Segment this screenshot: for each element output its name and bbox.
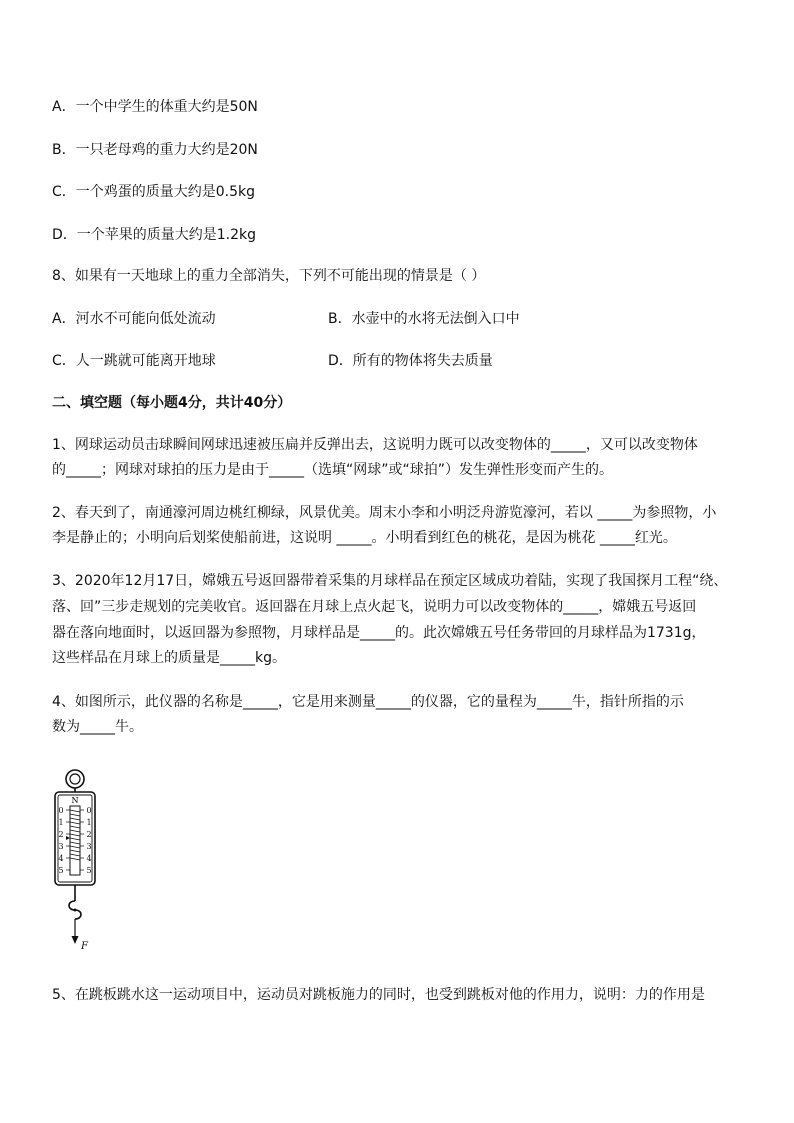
scale-tick-right-4: 4 — [86, 854, 92, 863]
q8-option-c: C．人一跳就可能离开地球 — [52, 353, 216, 369]
fill-q5-line1: 5、在跳板跳水这一运动项目中，运动员对跳板施力的同时，也受到跳板对他的作用力，说明：力的作用是 — [52, 987, 705, 1003]
pointer-icon — [66, 836, 70, 840]
fill-q1-line2: 的_____；网球对球拍的压力是由于_____（选填“网球”或“球拍”）发生弹性形变而产生的。 — [52, 462, 614, 478]
scale-tick-right-5: 5 — [86, 866, 92, 875]
fill-q3-line3: 器在落向地面时，以返回器为参照物，月球样品是_____的。此次嫦娥五号任务带回的月球样品为1731g， — [52, 625, 706, 641]
fill-q3-line2: 落、回”三步走规划的完美收官。返回器在月球上点火起飞，说明力可以改变物体的_____，嫦娥五号返回 — [52, 599, 697, 615]
force-arrow-icon — [72, 936, 79, 944]
fill-q2-line2: 李是静止的；小明向后划桨使船前进，这说明 _____。小明看到红色的桃花，是因为桃花 _____红光。 — [52, 530, 677, 546]
q8-option-a: A．河水不可能向低处流动 — [52, 311, 216, 327]
q7-option-a: A．一个中学生的体重大约是50N — [52, 99, 258, 115]
scale-tick-right-1: 1 — [86, 818, 92, 827]
scale-tick-left-3: 3 — [58, 842, 64, 851]
spring-scale-figure — [52, 768, 102, 954]
scale-tick-left-5: 5 — [58, 866, 64, 875]
section-heading: 二、填空题（每小题4分，共计40分） — [52, 395, 292, 411]
q7-option-d: D．一个苹果的质量大约是1.2kg — [52, 227, 257, 243]
fill-q1-line1: 1、网球运动员击球瞬间网球迅速被压扁并反弹出去，这说明力既可以改变物体的_____，又可以改变物体 — [52, 437, 698, 453]
scale-tick-left-1: 1 — [58, 818, 64, 827]
scale-tick-left-2: 2 — [58, 830, 64, 839]
fill-q4-line2: 数为_____牛。 — [52, 719, 143, 735]
scale-tick-right-2: 2 — [86, 830, 92, 839]
scale-tick-left-0: 0 — [58, 806, 64, 815]
force-label: F — [81, 941, 88, 952]
fill-q3-line1: 3、2020年12月17日，嫦娥五号返回器带着采集的月球样品在预定区域成功着陆，实现了我国探月工程“绕、 — [52, 573, 728, 589]
fill-q3-line4: 这些样品在月球上的质量是_____kg。 — [52, 650, 286, 666]
fill-q4-line1: 4、如图所示，此仪器的名称是_____，它是用来测量_____的仪器，它的量程为_____牛，指针所指的示 — [52, 694, 684, 710]
fill-q2-line1: 2、春天到了，南通濠河周边桃红柳绿，风景优美。周末小李和小明泛舟游览濠河，若以 _____为参照物，小 — [52, 505, 717, 521]
q7-option-c: C．一个鸡蛋的质量大约是0.5kg — [52, 184, 256, 200]
scale-tick-right-3: 3 — [86, 842, 92, 851]
scale-tick-right-0: 0 — [86, 806, 92, 815]
q7-option-b: B．一只老母鸡的重力大约是20N — [52, 142, 258, 158]
q8-option-d: D．所有的物体将失去质量 — [328, 353, 493, 369]
q8-stem: 8、如果有一天地球上的重力全部消失，下列不可能出现的情景是（ ） — [52, 268, 486, 284]
q8-option-b: B．水壶中的水将无法倒入口中 — [328, 311, 520, 327]
scale-unit-label: N — [71, 796, 79, 805]
scale-tick-left-4: 4 — [58, 854, 64, 863]
